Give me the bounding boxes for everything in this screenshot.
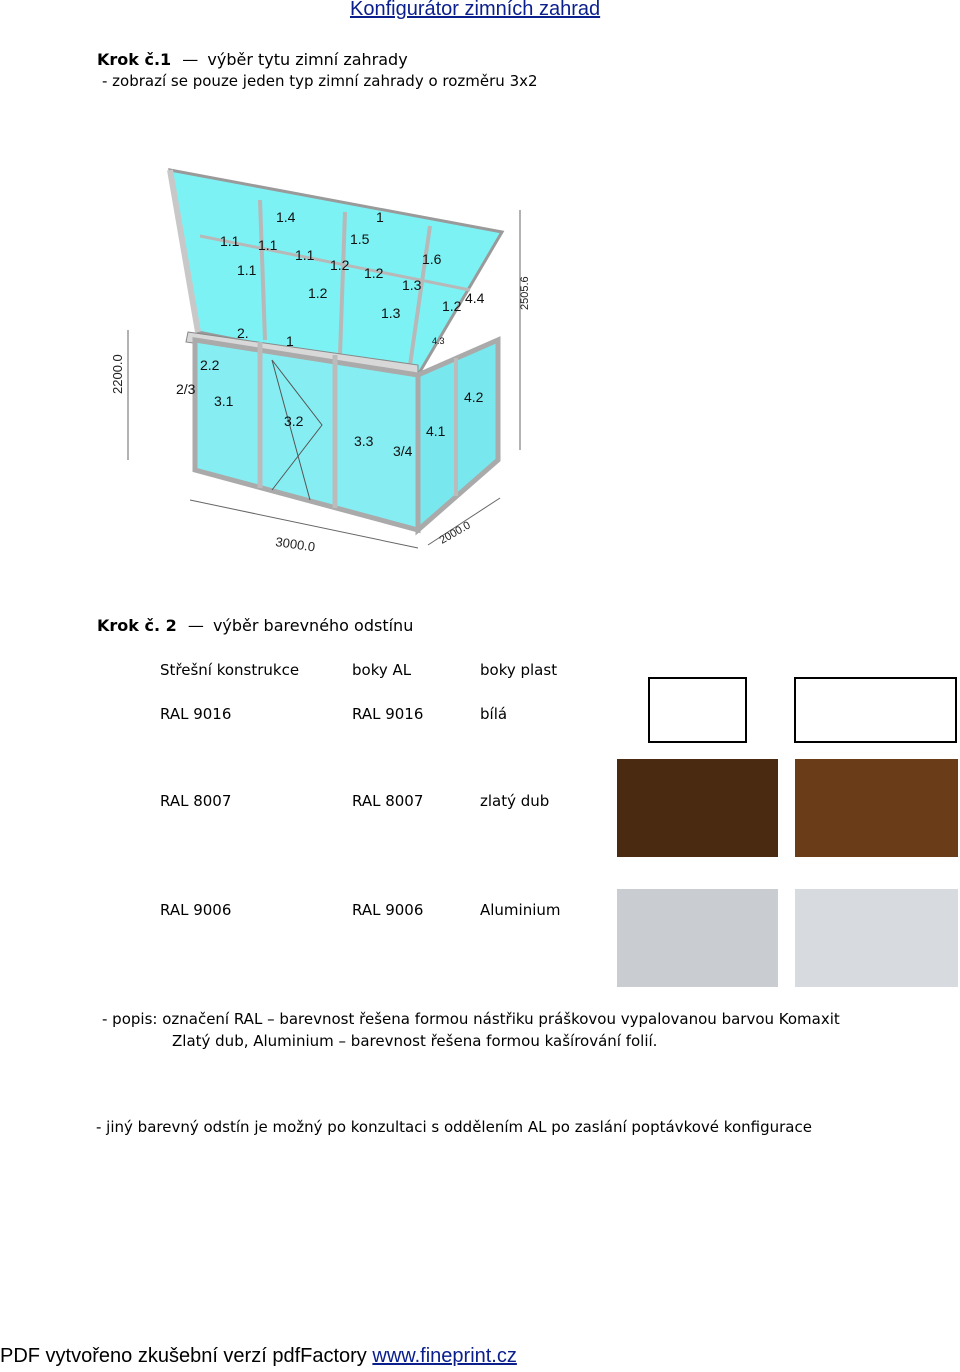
panel-label: 1.2 bbox=[308, 285, 328, 301]
panel-label: 3/4 bbox=[393, 443, 413, 459]
row2-al: RAL 8007 bbox=[352, 792, 424, 810]
winter-garden-diagram bbox=[100, 160, 540, 560]
panel-label: 1.5 bbox=[350, 231, 370, 247]
panel-label: 1.1 bbox=[295, 247, 315, 263]
row1-al: RAL 9016 bbox=[352, 705, 424, 723]
step1-dash-text: výběr tytu zimní zahrady bbox=[207, 50, 408, 69]
panel-label: 2. bbox=[237, 325, 249, 341]
color-swatch-white-1 bbox=[648, 677, 747, 743]
panel-label: 1.3 bbox=[381, 305, 401, 321]
header-sides-al: boky AL bbox=[352, 661, 412, 679]
panel-label: 1.1 bbox=[258, 237, 278, 253]
step2-heading bbox=[97, 616, 413, 635]
row1-roof: RAL 9016 bbox=[160, 705, 232, 723]
panel-label: 4.1 bbox=[426, 423, 446, 439]
dimension-width: 3000.0 bbox=[274, 534, 317, 555]
panel-label: 4.3 bbox=[432, 336, 445, 346]
panel-label: 4.4 bbox=[465, 290, 485, 306]
panel-label: 1.3 bbox=[402, 277, 422, 293]
row3-al: RAL 9006 bbox=[352, 901, 424, 919]
panel-label: 1.4 bbox=[276, 209, 296, 225]
panel-label: 1.2 bbox=[442, 298, 462, 314]
front-wall bbox=[195, 340, 418, 530]
description-line1: - popis: označení RAL – barevnost řešena formou nástřiku práškovou vypalovanou barvou Komaxit bbox=[102, 1010, 840, 1028]
step1-note: - zobrazí se pouze jeden typ zimní zahrady o rozměru 3x2 bbox=[102, 72, 538, 90]
step2-dash-text: výběr barevného odstínu bbox=[212, 616, 414, 635]
dimension-height: 2200.0 bbox=[110, 354, 125, 394]
panel-label: 3.1 bbox=[214, 393, 234, 409]
panel-label: 1 bbox=[376, 209, 384, 225]
panel-label: 1.2 bbox=[364, 265, 384, 281]
pdf-footer bbox=[0, 1345, 517, 1368]
step1-heading bbox=[97, 50, 408, 69]
color-swatch-aluminium-2 bbox=[795, 889, 958, 987]
panel-label: 2.2 bbox=[200, 357, 220, 373]
step1-label: Krok č.1 bbox=[97, 50, 172, 69]
row3-roof: RAL 9006 bbox=[160, 901, 232, 919]
footer-link[interactable]: www.fineprint.cz bbox=[372, 1345, 517, 1367]
dimension-depth: 2000.0 bbox=[437, 519, 473, 547]
step1-dash: — bbox=[182, 50, 199, 69]
panel-label: 1.2 bbox=[330, 257, 350, 273]
panel-label: 3.2 bbox=[284, 413, 304, 429]
color-swatch-white-2 bbox=[794, 677, 957, 743]
panel-label: 4.2 bbox=[464, 389, 484, 405]
color-swatch-golden-oak-2 bbox=[795, 759, 958, 857]
step2-dash: — bbox=[187, 616, 204, 635]
panel-label: 1.1 bbox=[237, 262, 257, 278]
row3-plastic: Aluminium bbox=[480, 901, 561, 919]
dimension-right-height: 2505.6 bbox=[519, 276, 531, 310]
step2-label: Krok č. 2 bbox=[97, 616, 177, 635]
row1-plastic: bílá bbox=[480, 705, 508, 723]
page-title: Konfigurátor zimních zahrad bbox=[350, 0, 601, 20]
color-swatch-aluminium-1 bbox=[617, 889, 778, 987]
footer-text: PDF vytvořeno zkušební verzí pdfFactory bbox=[0, 1345, 367, 1367]
description-line2: Zlatý dub, Aluminium – barevnost řešena formou kašírování folií. bbox=[172, 1032, 658, 1050]
panel-label: 2/3 bbox=[176, 381, 196, 397]
header-roof: Střešní konstrukce bbox=[160, 661, 300, 679]
row2-roof: RAL 8007 bbox=[160, 792, 232, 810]
panel-label: 1 bbox=[286, 333, 294, 349]
other-color-note: - jiný barevný odstín je možný po konzultaci s oddělením AL po zaslání poptávkové konfigurace bbox=[96, 1118, 812, 1136]
panel-label: 1.6 bbox=[422, 251, 442, 267]
row2-plastic: zlatý dub bbox=[480, 792, 550, 810]
color-swatch-golden-oak-1 bbox=[617, 759, 778, 857]
panel-label: 3.3 bbox=[354, 433, 374, 449]
panel-label: 1.1 bbox=[220, 233, 240, 249]
header-sides-plastic: boky plast bbox=[480, 661, 558, 679]
